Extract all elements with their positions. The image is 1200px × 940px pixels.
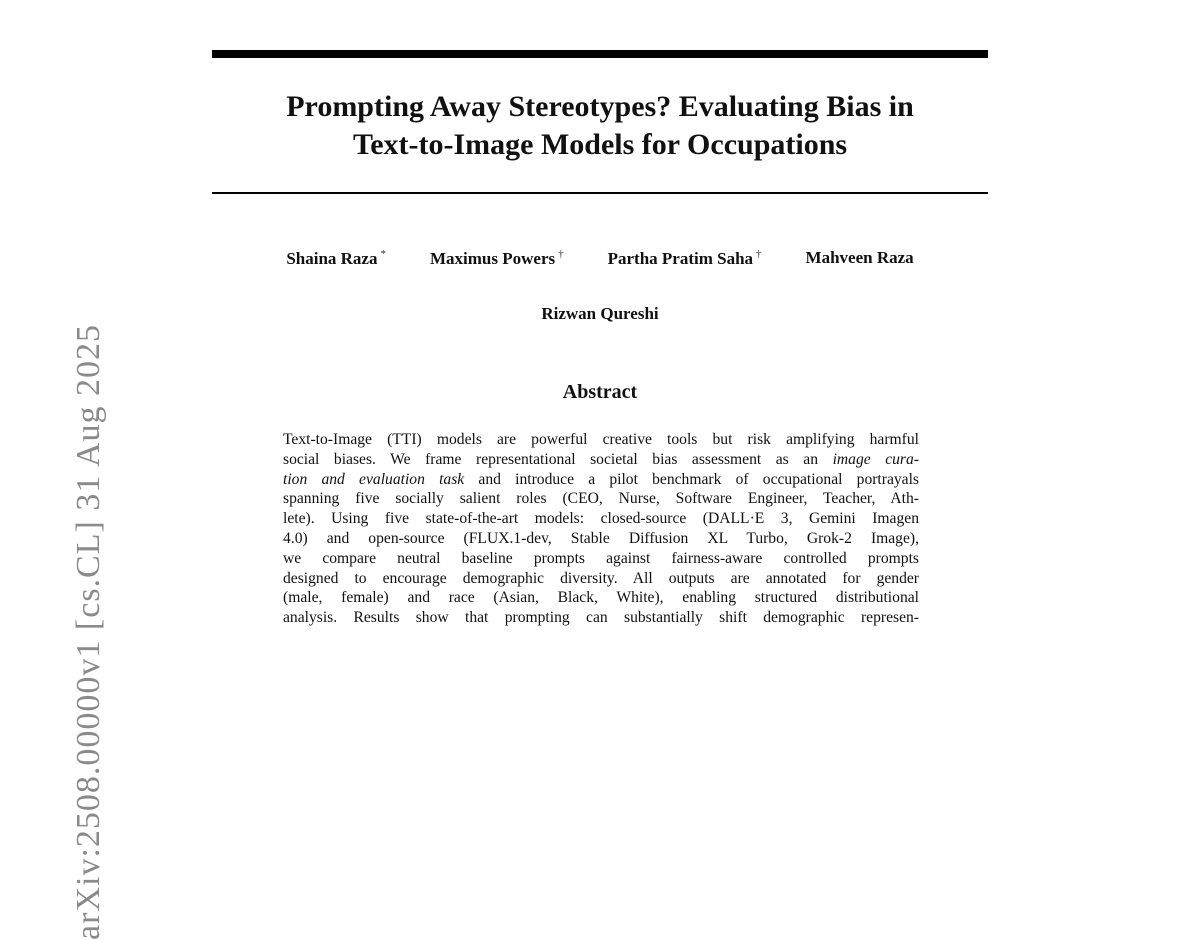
author-list-row-2 bbox=[212, 304, 988, 324]
abstract-heading: Abstract bbox=[562, 381, 638, 403]
abstract-line: we compare neutral baseline prompts against fairness-aware controlled prompts bbox=[283, 549, 919, 567]
paper-title bbox=[212, 88, 988, 164]
title-line-1: Prompting Away Stereotypes? Evaluating Bias in bbox=[286, 90, 914, 123]
abstract-line: analysis. Results show that prompting can substantially shift demographic represen- bbox=[283, 609, 919, 627]
author: Shaina Raza * bbox=[286, 248, 386, 268]
author: Mahveen Raza bbox=[805, 248, 914, 267]
arxiv-side-stamp bbox=[22, 324, 107, 940]
title-line-2: Text-to-Image Models for Occupations bbox=[352, 128, 848, 161]
author: Rizwan Qureshi bbox=[541, 304, 659, 323]
abstract-body bbox=[283, 430, 919, 628]
title-bottom-rule bbox=[212, 192, 988, 194]
abstract-line: 4.0) and open-source (FLUX.1-dev, Stable Diffusion XL Turbo, Grok-2 Image), bbox=[283, 529, 919, 547]
abstract-line: Text-to-Image (TTI) models are powerful creative tools but risk amplifying harmful bbox=[283, 431, 919, 448]
author-affiliation-mark: † bbox=[558, 248, 564, 260]
author: Partha Pratim Saha † bbox=[607, 248, 762, 268]
author-affiliation-mark: * bbox=[380, 248, 386, 260]
author: Maximus Powers † bbox=[429, 248, 564, 268]
title-top-rule bbox=[212, 50, 988, 58]
abstract-line: spanning five socially salient roles (CEO, Nurse, Software Engineer, Teacher, Ath- bbox=[283, 490, 919, 508]
author-list bbox=[212, 248, 988, 269]
author-affiliation-mark: † bbox=[756, 248, 762, 260]
arxiv-stamp-text: arXiv:2508.00000v1 [cs.CL] 31 Aug 2025 bbox=[70, 324, 107, 940]
abstract-line: social biases. We frame representational societal bias assessment as an image cura- bbox=[283, 450, 919, 468]
abstract-line: lete). Using five state-of-the-art models: closed-source (DALL·E 3, Gemini Imagen bbox=[283, 510, 919, 528]
abstract-line: (male, female) and race (Asian, Black, White), enabling structured distributional bbox=[283, 589, 919, 607]
abstract-line: designed to encourage demographic diversity. All outputs are annotated for gender bbox=[283, 569, 919, 587]
abstract-line: tion and evaluation task and introduce a pilot benchmark of occupational portrayals bbox=[283, 470, 919, 488]
